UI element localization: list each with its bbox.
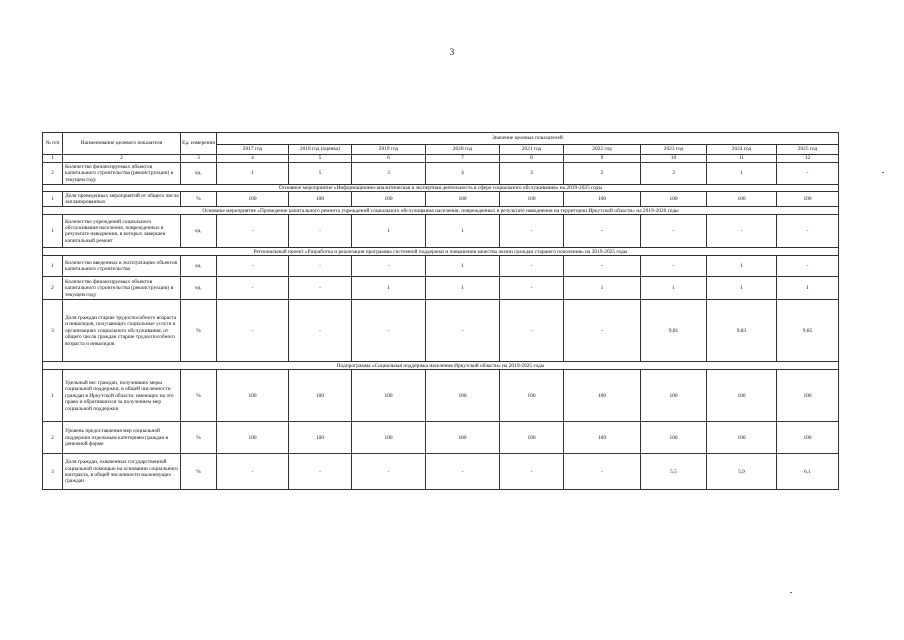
value-cell: 9,83 [707, 300, 777, 362]
value-cell: - [352, 454, 426, 490]
value-cell: 100 [217, 370, 289, 422]
value-cell: 9,81 [641, 300, 707, 362]
value-cell: - [289, 454, 352, 490]
row-number: 1 [43, 215, 63, 248]
column-index-cell: 11 [707, 155, 777, 163]
header-year: 2019 год [352, 145, 426, 155]
table-row [43, 422, 839, 454]
table-row [43, 256, 839, 277]
unit-cell: ед. [181, 163, 217, 185]
unit-cell: % [181, 300, 217, 362]
header-values: Значение целевых показателей [217, 133, 839, 145]
value-cell: 1 [217, 163, 289, 185]
row-number: 1 [43, 256, 63, 277]
indicator-name: Доля граждан старше трудоспособного возраста и инвалидов, получающих социальные услуги в организациях социального обслуживания, от общего числа граждан старше трудоспособного возраста и инвалидов [63, 300, 181, 362]
value-cell: - [217, 454, 289, 490]
column-index-cell: 4 [217, 155, 289, 163]
section-row [43, 362, 839, 370]
value-cell: 100 [707, 422, 777, 454]
row-number: 3 [43, 454, 63, 490]
row-number: 2 [43, 277, 63, 300]
value-cell: 100 [641, 370, 707, 422]
header-year: 2018 год (оценка) [289, 145, 352, 155]
row-number: 1 [43, 192, 63, 207]
value-cell: 1 [426, 215, 500, 248]
value-cell: - [426, 454, 500, 490]
indicator-name: Удельный вес граждан, получивших меры социальной поддержки, в общей численности граждан в Иркутской области, имеющих на это право и обратившихся за получением мер социальной поддержки [63, 370, 181, 422]
column-index-cell: 9 [564, 155, 641, 163]
value-cell: 9,85 [777, 300, 839, 362]
value-cell: - [289, 256, 352, 277]
value-cell: 1 [426, 256, 500, 277]
column-index-cell: 10 [641, 155, 707, 163]
indicator-name: Количество финансируемых объектов капитального строительства (реконструкции) в текущем году [63, 163, 181, 185]
value-cell: - [217, 215, 289, 248]
value-cell: 100 [564, 370, 641, 422]
section-row [43, 248, 839, 256]
value-cell: - [352, 300, 426, 362]
value-cell: 5,9 [707, 454, 777, 490]
header-year: 2022 год [564, 145, 641, 155]
indicator-name: Уровень предоставления мер социальной поддержки отдельным категориям граждан в денежной форме [63, 422, 181, 454]
value-cell: - [500, 277, 564, 300]
value-cell: 100 [500, 192, 564, 207]
indicator-name: Количество финансируемых объектов капитального строительства (реконструкции) в текущем году [63, 277, 181, 300]
header-unit: Ед. измерения [181, 133, 217, 155]
column-index-cell: 2 [63, 155, 181, 163]
value-cell: 100 [352, 370, 426, 422]
value-cell: - [564, 300, 641, 362]
value-cell: 1 [707, 163, 777, 185]
section-row [43, 185, 839, 192]
unit-cell: ед. [181, 256, 217, 277]
column-index-cell: 8 [500, 155, 564, 163]
value-cell: 100 [641, 422, 707, 454]
value-cell: 100 [641, 192, 707, 207]
value-cell: 3 [500, 163, 564, 185]
value-cell: - [707, 215, 777, 248]
value-cell: - [641, 215, 707, 248]
header-index-row [43, 155, 839, 163]
value-cell: - [289, 215, 352, 248]
value-cell: 100 [352, 422, 426, 454]
value-cell: 2 [564, 163, 641, 185]
value-cell: 4 [426, 163, 500, 185]
indicator-name: Количество учреждений социального обслуживания населения, поврежденных в результате наводнения, в которых завершен капитальный ремонт [63, 215, 181, 248]
table-row [43, 163, 839, 185]
indicator-name: Доля проведенных мероприятий от общего числа запланированных [63, 192, 181, 207]
value-cell: - [217, 300, 289, 362]
value-cell: 100 [289, 422, 352, 454]
value-cell: - [217, 277, 289, 300]
value-cell: - [500, 454, 564, 490]
value-cell: 1 [707, 277, 777, 300]
value-cell: 1 [426, 277, 500, 300]
value-cell: 1 [564, 277, 641, 300]
header-num: № п/п [43, 133, 63, 155]
value-cell: - [500, 300, 564, 362]
value-cell: - [426, 300, 500, 362]
page-number: 3 [449, 47, 455, 57]
section-title: Региональный проект «Разработка и реализация программы системной поддержки и повышения качества жизни граждан старшего поколения» на 2019-2025 годы [43, 248, 839, 256]
value-cell: - [352, 256, 426, 277]
value-cell: 100 [777, 370, 839, 422]
section-title: Подпрограмма «Социальная поддержка населения Иркутской области» на 2019-2025 годы [43, 362, 839, 370]
value-cell: - [217, 256, 289, 277]
unit-cell: ед. [181, 277, 217, 300]
value-cell: 100 [777, 422, 839, 454]
value-cell: 100 [564, 422, 641, 454]
row-number: 1 [43, 370, 63, 422]
column-index-cell: 1 [43, 155, 63, 163]
column-index-cell: 6 [352, 155, 426, 163]
value-cell: 1 [352, 277, 426, 300]
header-year: 2024 год [707, 145, 777, 155]
section-title: Основное мероприятие «Информационно-аналитическая и экспертная деятельность в сфере социального обслуживания» на 2019-2025 годы [43, 185, 839, 192]
header-year: 2020 год [426, 145, 500, 155]
value-cell: 100 [352, 192, 426, 207]
value-cell: 100 [426, 422, 500, 454]
header-name: Наименование целевого показателя [63, 133, 181, 155]
unit-cell: % [181, 422, 217, 454]
value-cell: 100 [707, 370, 777, 422]
table-row [43, 215, 839, 248]
row-number: 3 [43, 300, 63, 362]
value-cell: 100 [707, 192, 777, 207]
column-index-cell: 7 [426, 155, 500, 163]
unit-cell: % [181, 192, 217, 207]
value-cell: 100 [289, 370, 352, 422]
table-body [43, 163, 839, 490]
target-indicators-table [42, 132, 839, 490]
indicator-name: Количество введенных в эксплуатацию объектов капитального строительства [63, 256, 181, 277]
value-cell: 3 [641, 163, 707, 185]
unit-cell: % [181, 454, 217, 490]
unit-cell: % [181, 370, 217, 422]
value-cell: 1 [352, 215, 426, 248]
table-row [43, 370, 839, 422]
value-cell: - [564, 256, 641, 277]
table-row [43, 277, 839, 300]
value-cell: 100 [426, 370, 500, 422]
value-cell: 100 [500, 422, 564, 454]
value-cell: 6,1 [777, 454, 839, 490]
section-title: Основное мероприятие «Проведение капитального ремонта учреждений социального обслуживания населения, поврежденных в результате наводнения на территории Иркутской области» на 2019-2020 годы [43, 207, 839, 215]
header-year: 2017 год [217, 145, 289, 155]
scan-speck [882, 172, 884, 173]
value-cell: - [641, 256, 707, 277]
table-row [43, 454, 839, 490]
value-cell: 1 [641, 277, 707, 300]
value-cell: 100 [217, 192, 289, 207]
value-cell: 1 [777, 277, 839, 300]
value-cell: - [289, 277, 352, 300]
column-index-cell: 12 [777, 155, 839, 163]
table-row [43, 300, 839, 362]
indicator-name: Доля граждан, охваченных государственной социальной помощью на основании социального контракта, в общей численности малоимущих граждан [63, 454, 181, 490]
value-cell: - [777, 215, 839, 248]
column-index-cell: 5 [289, 155, 352, 163]
value-cell: - [500, 256, 564, 277]
value-cell: - [777, 163, 839, 185]
table-header [43, 133, 839, 163]
value-cell: - [777, 256, 839, 277]
row-number: 2 [43, 422, 63, 454]
value-cell: 5 [289, 163, 352, 185]
value-cell: - [289, 300, 352, 362]
value-cell: - [564, 215, 641, 248]
header-year: 2023 год [641, 145, 707, 155]
value-cell: 100 [500, 370, 564, 422]
row-number: 2 [43, 163, 63, 185]
value-cell: 3 [352, 163, 426, 185]
header-year: 2025 год [777, 145, 839, 155]
value-cell: 100 [777, 192, 839, 207]
unit-cell: ед. [181, 215, 217, 248]
value-cell: 100 [564, 192, 641, 207]
value-cell: - [564, 454, 641, 490]
value-cell: 100 [217, 422, 289, 454]
table-row [43, 192, 839, 207]
value-cell: 100 [289, 192, 352, 207]
header-year: 2021 год [500, 145, 564, 155]
value-cell: 100 [426, 192, 500, 207]
column-index-cell: 3 [181, 155, 217, 163]
value-cell: 5,5 [641, 454, 707, 490]
value-cell: 1 [707, 256, 777, 277]
section-row [43, 207, 839, 215]
scan-speck [790, 592, 792, 593]
value-cell: - [500, 215, 564, 248]
